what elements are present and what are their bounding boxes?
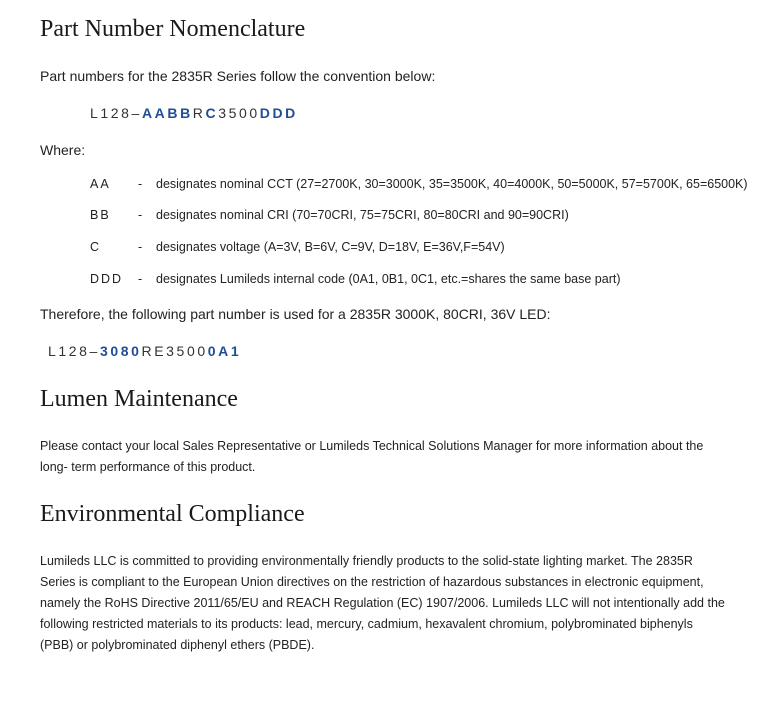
definition-dash: - (138, 208, 143, 222)
definition-code: DDD (90, 272, 124, 286)
nomenclature-heading: Part Number Nomenclature (40, 16, 306, 42)
lumen-paragraph (40, 436, 740, 478)
pattern-fixed: 3500 (218, 105, 260, 121)
pattern-bb: BB (167, 105, 193, 121)
pattern-r: R (192, 105, 206, 121)
pattern-ddd: DDD (259, 105, 298, 121)
where-label: Where: (40, 142, 86, 158)
definition-code: AA (90, 177, 111, 191)
environmental-heading: Environmental Compliance (40, 501, 305, 527)
example-prefix: L128– (48, 343, 100, 359)
paragraph-line: following restricted materials to its products: lead, mercury, cadmium, hexavalent chromium, polybrominated biphenyls (40, 617, 693, 631)
example-cct: 30 (99, 343, 121, 359)
example-voltage: E (154, 343, 167, 359)
environmental-paragraph (40, 551, 740, 656)
example-part-number (48, 343, 241, 359)
paragraph-line: Lumileds LLC is committed to providing environmentally friendly products to the solid-state lighting market. The 2835R (40, 554, 693, 568)
example-cri: 80 (120, 343, 142, 359)
definition-text: designates voltage (A=3V, B=6V, C=9V, D=18V, E=36V,F=54V) (156, 240, 505, 254)
nomenclature-intro: Part numbers for the 2835R Series follow the convention below: (40, 68, 436, 84)
definition-text: designates nominal CRI (70=70CRI, 75=75CRI, 80=80CRI and 90=90CRI) (156, 208, 569, 222)
pattern-c: C (205, 105, 219, 121)
pattern-prefix: L128– (90, 105, 142, 121)
paragraph-line: Series is compliant to the European Union directives on the restriction of hazardous substances in electronic equipment, (40, 575, 704, 589)
example-fixed: 3500 (166, 343, 208, 359)
definition-dash: - (138, 272, 143, 286)
definition-text: designates nominal CCT (27=2700K, 30=3000K, 35=3500K, 40=4000K, 50=5000K, 57=5700K, 65=6500K) (156, 177, 748, 191)
definition-dash: - (138, 177, 143, 191)
part-number-pattern (90, 105, 298, 121)
example-code: 0A1 (207, 343, 242, 359)
definition-code: C (90, 240, 102, 254)
definition-dash: - (138, 240, 143, 254)
paragraph-line: namely the RoHS Directive 2011/65/EU and REACH Regulation (EC) 1907/2006. Lumileds LLC will not intentionally add the (40, 596, 725, 610)
paragraph-line: long- term performance of this product. (40, 460, 256, 474)
example-r: R (141, 343, 155, 359)
lumen-heading: Lumen Maintenance (40, 386, 238, 412)
example-intro: Therefore, the following part number is used for a 2835R 3000K, 80CRI, 36V LED: (40, 306, 551, 322)
paragraph-line: (PBB) or polybrominated diphenyl ethers (PBDE). (40, 638, 315, 652)
definition-text: designates Lumileds internal code (0A1, 0B1, 0C1, etc.=shares the same base part) (156, 272, 621, 286)
definition-code: BB (90, 208, 111, 222)
paragraph-line: Please contact your local Sales Representative or Lumileds Technical Solutions Manager for more information about the (40, 439, 704, 453)
pattern-aa: AA (141, 105, 168, 121)
